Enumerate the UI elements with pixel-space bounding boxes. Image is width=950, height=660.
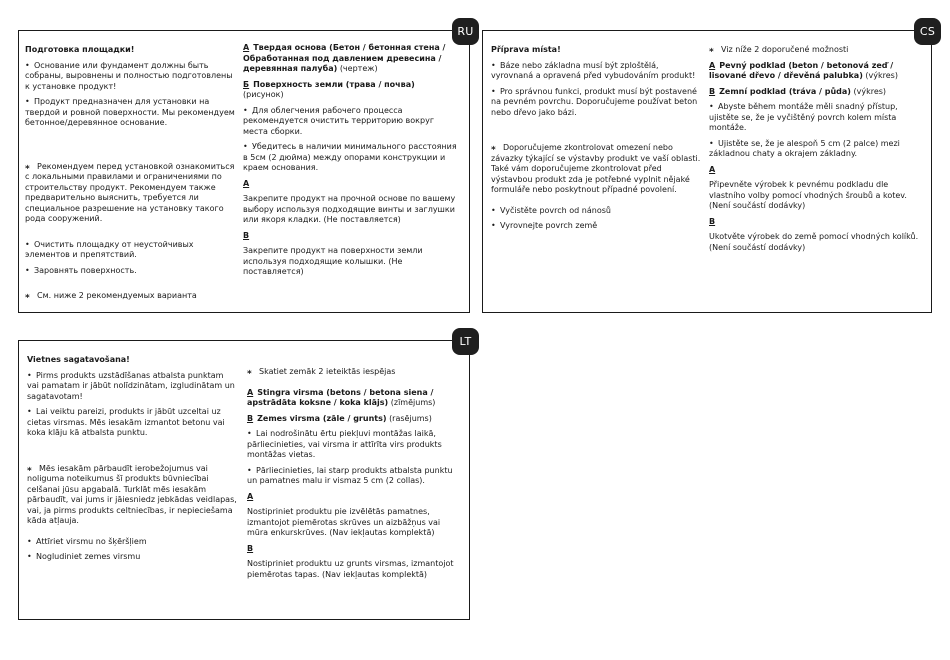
ru-section-b-text: Закрепите продукт на поверхности земли используя подходящие колышки. (Не поставляется) — [243, 246, 423, 276]
cs-heading: Příprava místa! — [491, 45, 561, 54]
lt-section-a-label: A — [247, 491, 254, 501]
lt-bullet-1: • Pirms produkts uzstādīšanas atbalsta punktam vai pamatam ir jābūt nolīdzinātam, izgludinātam un sagatavotam! — [27, 370, 235, 401]
cs-section-b-text: Ukotvěte výrobek do země pomocí vhodných kolíků. (Není součástí dodávky) — [709, 232, 919, 252]
cs-bullet-2: • Pro správnou funkci, produkt musí být postavené na pevném povrchu. Doporučujeme používat beton nebo dřevo jako bázi. — [491, 86, 698, 117]
asterisk-icon: ⁎ — [27, 463, 32, 474]
lt-right-bullet-1: • Lai nodrošinātu ērtu piekļuvi montāžas laikā, pārliecinieties, vai virsma ir attīrīta virs produkts montāžas vietas. — [247, 429, 442, 459]
lt-option-b-title: B Zemes virsma (zāle / grunts) (rasējums) — [247, 413, 432, 423]
cs-note: ⁎ Doporučujeme zkontrolovat omezení nebo závazky týkající se výstavby produkt ve vaší oblasti. Také vám doporučujeme zkontrolovat před výstavbou produkt zda je potřebné vyplnit nějaké formuláře nebo poskytnout případné povolení. — [491, 143, 701, 194]
ru-bullet-4: • Заровнять поверхность. — [25, 265, 137, 275]
cs-right-bullet-2: • Ujistěte se, že je alespoň 5 cm (2 palce) mezi základnou chaty a okrajem základny. — [709, 138, 900, 158]
asterisk-icon: ⁎ — [25, 161, 30, 172]
cs-section-a-label: A — [709, 164, 716, 174]
ru-left-column — [25, 45, 235, 307]
ru-right-bullet-2: • Убедитесь в наличии минимального расстояния в 5см (2 дюйма) между опорами конструкции и краем основания. — [243, 142, 457, 172]
language-badge-cs: CS — [914, 18, 941, 45]
ru-section-a-text: Закрепите продукт на прочной основе по вашему выбору используя подходящие винты и заглушки или якоря кладки. (Не поставляется) — [243, 194, 456, 224]
lt-section-b-label: B — [247, 543, 254, 553]
panel-cs — [482, 25, 936, 313]
asterisk-icon: ⁎ — [25, 291, 30, 301]
lt-bullet-4: • Nogludiniet zemes virsmu — [27, 552, 141, 561]
ru-heading: Подготовка площадки! — [25, 45, 135, 54]
ru-bullet-3: • Очистить площадку от неустойчивых элементов и препятствий. — [25, 239, 194, 259]
ru-bullet-2: • Продукт предназначен для установки на твердой и ровной поверхности. Мы рекомендуем бетонное/деревянное основание. — [25, 97, 235, 127]
asterisk-icon: ⁎ — [491, 143, 496, 153]
cs-bullet-3: • Vyčistěte povrch od nánosů — [491, 205, 611, 215]
cs-bullet-4: • Vyrovnejte povrch země — [491, 221, 598, 230]
ru-right-column — [243, 43, 457, 283]
lt-section-b-text: Nostipriniet produktu uz grunts virsmas, izmantojot piemērotas tapas. (Nav iekļautas komplektā) — [247, 559, 454, 579]
panel-ru — [18, 25, 474, 313]
cs-right-bullet-1: • Abyste během montáže měli snadný přístup, ujistěte se, že je vyčištěný povrch kolem místa montáže. — [709, 102, 898, 132]
cs-option-a-title: A Pevný podklad (beton / betonová zeď / lisované dřevo / dřevěná palubka) (výkres) — [709, 60, 898, 80]
panel-lt — [18, 335, 472, 620]
ru-footer-note: ⁎ См. ниже 2 рекомендуемых варианта — [25, 291, 197, 301]
ru-right-bullet-1: • Для облегчения рабочего процесса рекомендуется очистить территорию вокруг места сборки. — [243, 105, 435, 136]
lt-heading: Vietnes sagatavošana! — [27, 355, 130, 364]
cs-bullet-1: • Báze nebo základna musí být zploštělá, vyrovnaná a opravená před vybudováním produkt! — [491, 60, 696, 80]
cs-note-options: ⁎ Viz níže 2 doporučené možnosti — [709, 45, 849, 55]
asterisk-icon: ⁎ — [247, 367, 252, 377]
lt-note-options: ⁎ Skatiet zemāk 2 ieteiktās iespējas — [247, 367, 396, 377]
asterisk-icon: ⁎ — [709, 45, 714, 55]
lt-left-column — [27, 355, 237, 568]
language-badge-lt: LT — [452, 328, 479, 355]
lt-bullet-3: • Attīriet virsmu no šķēršļiem — [27, 536, 147, 546]
lt-right-bullet-2: • Pārliecinieties, lai starp produkts atbalsta punktu un pamatnes malu ir vismaz 5 cm (2 collas). — [247, 465, 453, 485]
language-badge-ru: RU — [452, 18, 479, 45]
ru-section-b-label: B — [243, 230, 250, 240]
lt-bullet-2: • Lai veiktu pareizi, produkts ir jābūt uzceltai uz cietas virsmas. Mēs iesakām izmantot betonu vai koka klāju kā atbalsta punktu. — [27, 407, 225, 437]
lt-right-column — [247, 367, 459, 585]
ru-note: ⁎ Рекомендуем перед установкой ознакомиться с локальными правилами и ограничениями по строительству продукт. Рекомендуем также предварительно выяснить, требуется ли специальное разрешение на установку такого рода сооружений. — [25, 161, 235, 223]
lt-note: ⁎ Mēs iesakām pārbaudīt ierobežojumus vai noliguma noteikumus šī produkts būvniecībai celšanai jūsu apgabalā. Turklāt mēs iesakām pārbaudīt, vai jums ir jāiesniedz jebkādas veidlapas, vai, ja pirms produkts celtniecības, ir nepieciešama kāda atļauja. — [27, 463, 237, 525]
lt-option-a-title: A Stingra virsma (betons / betona siena / apstrādāta koksne / koka klājs) (zīmējums) — [247, 387, 436, 407]
cs-section-a-text: Připevněte výrobek k pevnému podkladu dle vlastního volby pomocí vhodných šroubů a kotev. (Není součástí dodávky) — [709, 180, 907, 210]
ru-option-b-title: Б Поверхность земли (трава / почва) (рисунок) — [243, 79, 415, 99]
ru-section-a-label: A — [243, 178, 250, 188]
ru-option-a-title: A Твердая основа (Бетон / бетонная стена / Обработанная под давлением древесина / деревянная палуба) (чертеж) — [243, 43, 446, 73]
cs-left-column — [491, 45, 701, 237]
cs-section-b-label: B — [709, 216, 716, 226]
cs-right-column — [709, 45, 923, 258]
cs-option-b-title: B Zemní podklad (tráva / půda) (výkres) — [709, 86, 887, 96]
ru-bullet-1: • Основание или фундамент должны быть собраны, выровнены и полностью подготовлены к установке продукт! — [25, 60, 233, 91]
lt-section-a-text: Nostipriniet produktu pie izvēlētās pamatnes, izmantojot piemērotas skrūves un aizbāžņus vai mūra enkurskrūves. (Nav iekļautas komplektā) — [247, 507, 441, 537]
